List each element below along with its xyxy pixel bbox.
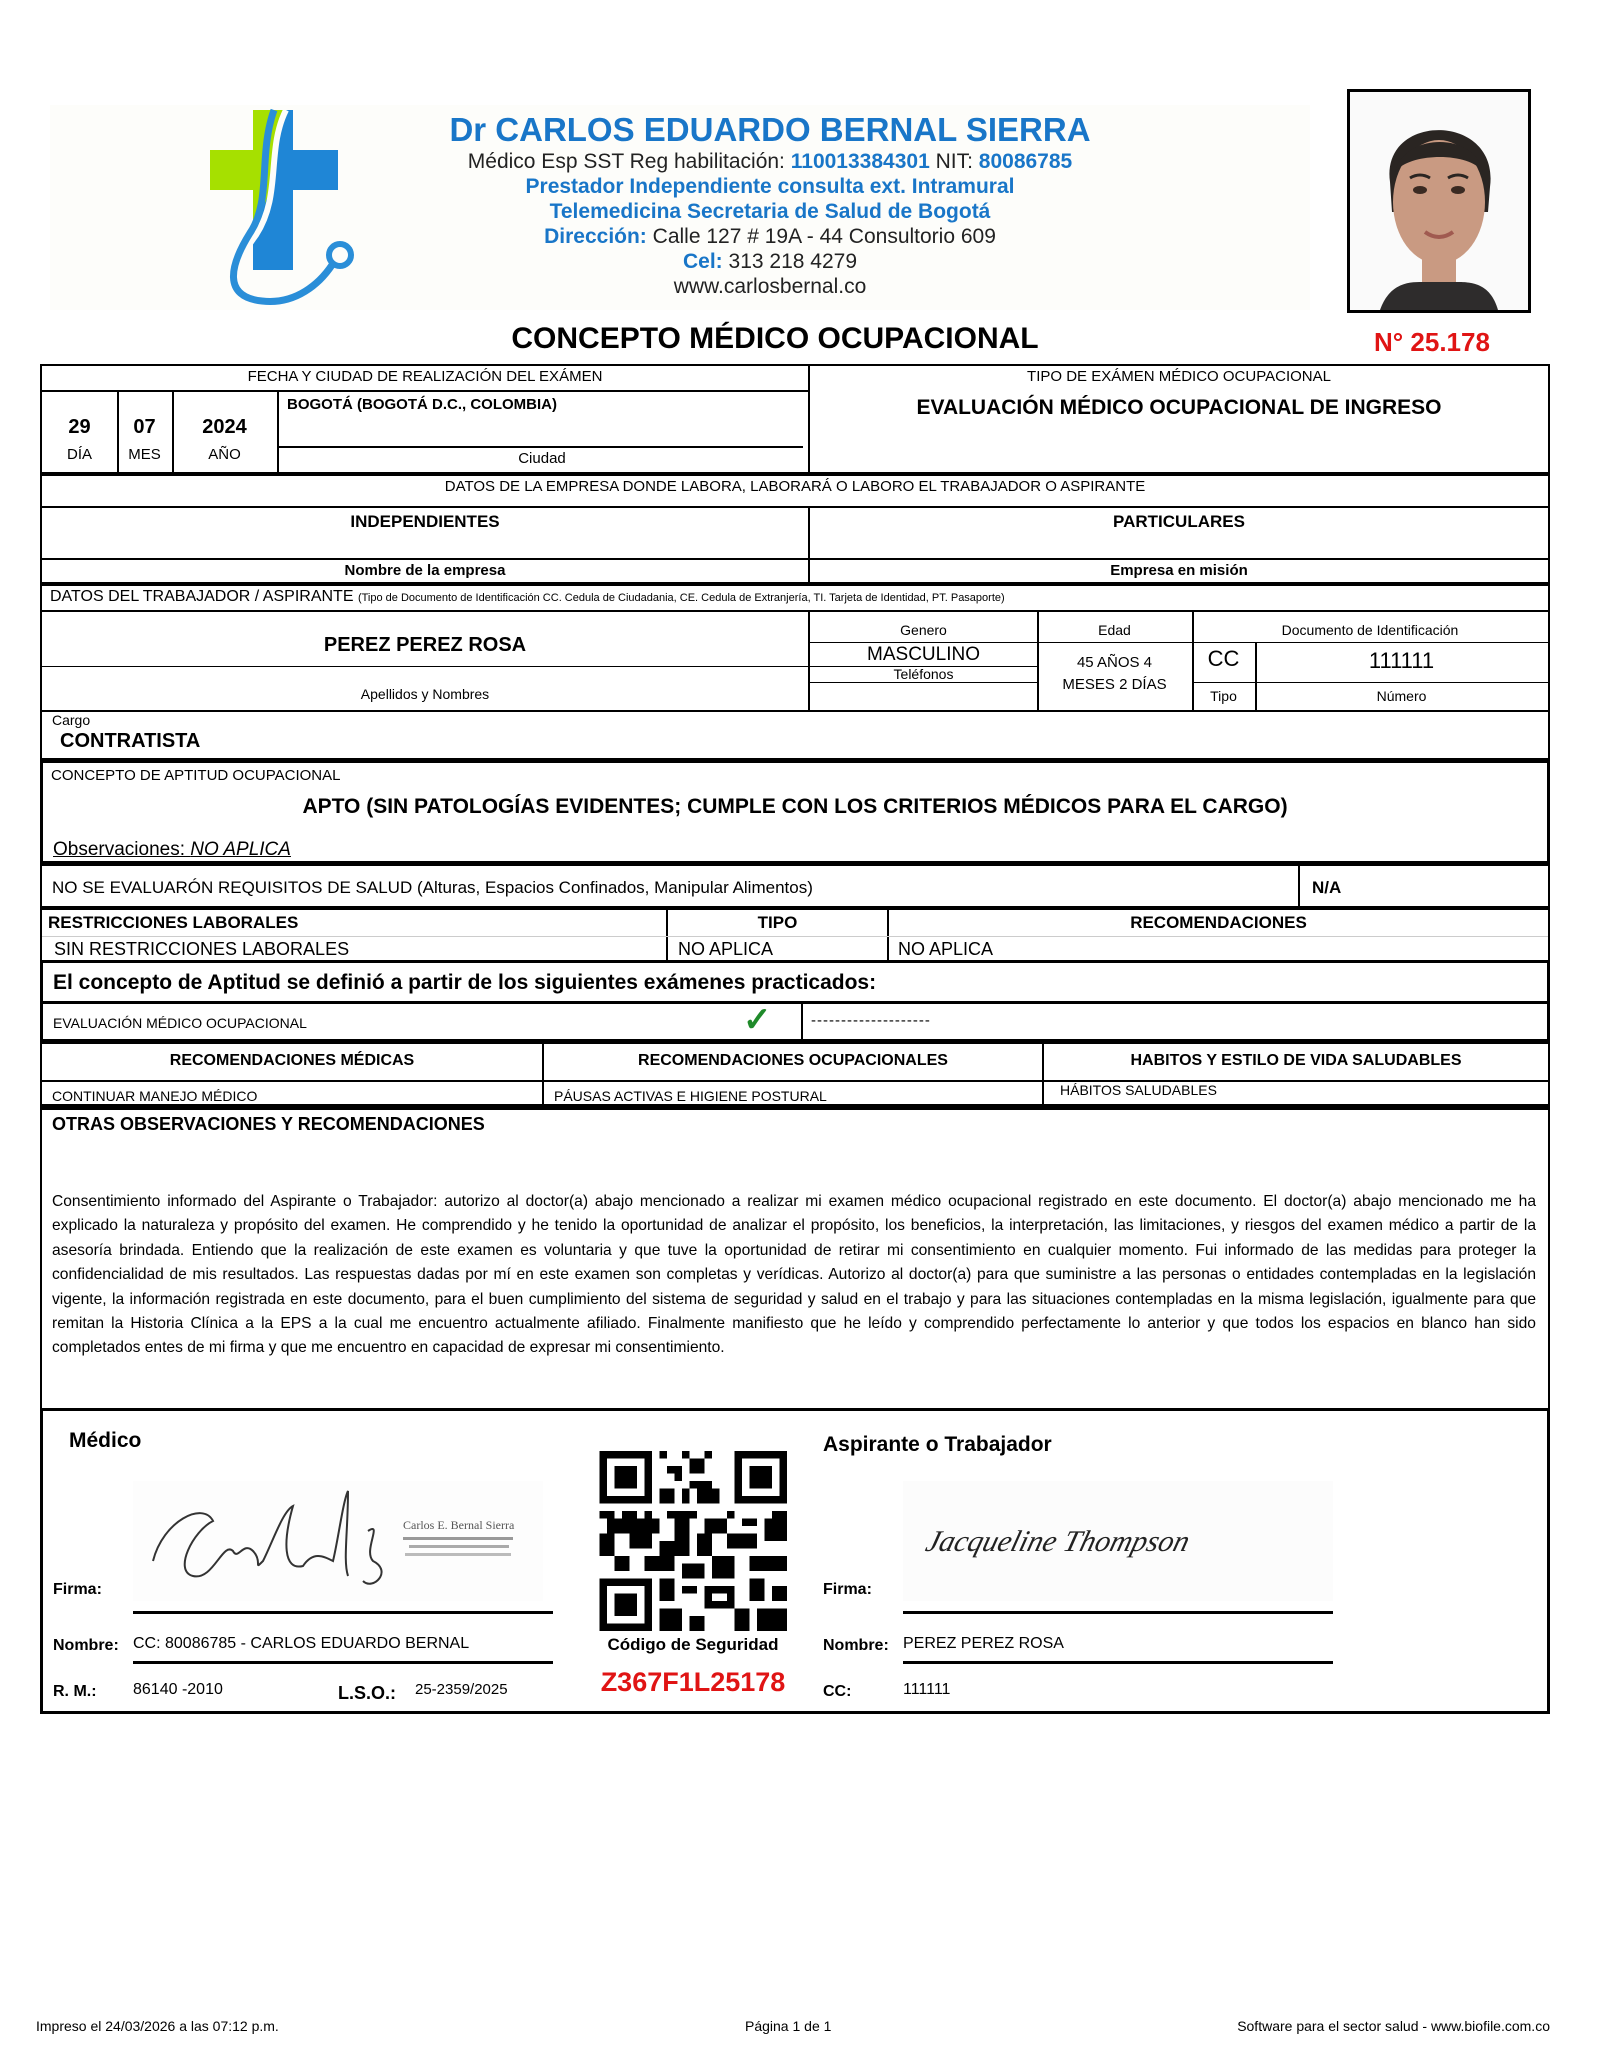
lso-label: L.S.O.: [338,1683,396,1703]
checkmark-icon: ✓ [743,1001,772,1039]
date-section-label: FECHA Y CIUDAD DE REALIZACIÓN DEL EXÁMEN [247,368,603,385]
exam-day: 29 [68,416,91,438]
position-section [40,710,1550,760]
phones-label: Teléfonos [893,666,954,682]
doctor-signature-image [133,1481,543,1601]
software-credit[interactable]: Software para el sector salud - www.biofile.com.co [1237,2018,1550,2034]
type-value: NO APLICA [678,939,774,959]
year-label: AÑO [208,446,241,463]
address-value: Calle 127 # 19A - 44 Consultorio 609 [652,225,996,248]
observations-value: NO APLICA [190,839,291,860]
cel-line [420,249,1120,274]
exam-detail: -------------------- [811,1012,931,1029]
cel-value: 313 218 4279 [728,250,857,273]
aptitude-section [40,760,1550,864]
mission-company-label: Empresa en misión [1110,562,1248,579]
restrictions-table [40,908,1550,962]
telemedicine-line: Telemedicina Secretaria de Salud de Bogotá [549,200,991,223]
printed-timestamp: Impreso el 24/03/2026 a las 07:12 p.m. [36,2018,279,2034]
exams-section-label: El concepto de Aptitud se definió a partir de los siguientes exámenes practicados: [53,971,877,994]
occupational-recommendation-value: PÁUSAS ACTIVAS E HIGIENE POSTURAL [554,1088,827,1104]
gender-value: MASCULINO [867,644,980,665]
worker-signature-heading: Aspirante o Trabajador [823,1433,1052,1456]
age-label: Edad [1098,622,1131,638]
observations [53,839,291,861]
medical-recommendations-header: RECOMENDACIONES MÉDICAS [169,1052,415,1069]
lifestyle-header: HABITOS Y ESTILO DE VIDA SALUDABLES [1130,1052,1462,1069]
worker-nombre-value: PEREZ PEREZ ROSA [903,1635,1064,1652]
day-label: DÍA [66,446,92,463]
health-requirements-label: NO SE EVALUARÓN REQUISITOS DE SALUD (Alturas, Espacios Confinados, Manipular Alimentos) [52,878,813,897]
nit-label: NIT: [935,150,973,173]
signatures-section [40,1408,1550,1714]
document-title: CONCEPTO MÉDICO OCUPACIONAL [511,322,1039,355]
worker-section-label [50,588,1005,606]
doctor-firma-label: Firma: [53,1581,102,1598]
id-label: Documento de Identificación [1281,622,1459,638]
consent-text: Consentimiento informado del Aspirante o Trabajador: autorizo al doctor(a) abajo mencionado a realizar mi examen médico ocupacional registrado en este documento. El doctor(a) abajo mencionado me ha explicado la naturaleza y propósito del examen. He comprendido y he tenido la oportunidad de analizar el propósito, los beneficios, la interpretación, las limitaciones, y riesgos del examen médico a partir de la asesoría brindada. Entiendo que la realización de este examen es voluntaria y que tuve la oportunidad de retirar mi consentimiento en cualquier momento. Fui informado de las medidas para proteger la confidencialidad de mis resultados. Las respuestas dadas por mí en este examen son completas y verídicas. Autorizo al doctor(a) para que suministre a las personas o entidades contempladas en la legislación vigente, la información registrada en este documento, para el buen cumplimiento del sistema de seguridad y salud en el trabajo y para las situaciones contempladas en la misma legislación, igualmente para que remitan la Historia Clínica a la EPS a la cual me encuentro actualmente afiliado. Finalmente manifiesto que he leído y comprendido perfectamente lo anterior y que todos los espacios en blanco han sido completados entes de mi firma y que me encuentro en capacidad de expresar mi consentimiento. [52,1193,1536,1357]
full-name-label: Apellidos y Nombres [360,686,490,702]
other-observations-label: OTRAS OBSERVACIONES Y RECOMENDACIONES [52,1114,485,1134]
restrictions-value: SIN RESTRICCIONES LABORALES [54,939,350,959]
worker-nombre-label: Nombre: [823,1637,889,1654]
security-code-label: Código de Seguridad [607,1635,779,1654]
position-value: CONTRATISTA [60,730,201,752]
independientes-label: INDEPENDIENTES [350,512,500,531]
health-requirements-value: N/A [1312,878,1342,897]
qr-code[interactable] [598,1451,788,1631]
reg-number: 110013384301 [790,150,930,173]
company-section-label: DATOS DE LA EMPRESA DONDE LABORA, LABORARÁ O LABORO EL TRABAJADOR O ASPIRANTE [444,478,1146,495]
svg-text:Carlos E. Bernal Sierra: Carlos E. Bernal Sierra [403,1518,515,1532]
exam-name: EVALUACIÓN MÉDICO OCUPACIONAL [53,1015,307,1031]
doctor-heading: Médico [69,1429,142,1452]
website-link[interactable]: www.carlosbernal.co [673,275,867,298]
cel-label: Cel: [683,250,723,273]
worker-section [40,584,1550,712]
doctor-nombre-label: Nombre: [53,1637,119,1654]
city-label: Ciudad [518,450,566,467]
doctor-nombre-value: CC: 80086785 - CARLOS EDUARDO BERNAL [133,1635,470,1652]
position-label: Cargo [52,712,91,728]
exam-type-value: EVALUACIÓN MÉDICO OCUPACIONAL DE INGRESO [916,396,1442,419]
doctor-name: Dr CARLOS EDUARDO BERNAL SIERRA [449,111,1091,148]
worker-photo [1347,89,1531,313]
address-label: Dirección: [544,225,647,248]
svg-text:Jacqueline Thompson: Jacqueline Thompson [922,1524,1194,1558]
nit-number: 80086785 [978,150,1073,173]
worker-cc-value: 111111 [903,1681,951,1698]
health-requirements-row [40,864,1550,908]
exam-row [40,1001,1550,1042]
date-and-type-section [40,364,1550,474]
worker-signature-icon [903,1481,1333,1601]
letterhead [50,105,1310,310]
qr-code-icon [598,1451,788,1631]
aptitude-value: APTO (SIN PATOLOGÍAS EVIDENTES; CUMPLE CON LOS CRITERIOS MÉDICOS PARA EL CARGO) [302,795,1288,818]
month-label: MES [128,446,161,463]
medical-cross-logo-icon [170,105,360,310]
worker-firma-label: Firma: [823,1581,872,1598]
medical-recommendation-value: CONTINUAR MANEJO MÉDICO [52,1088,258,1104]
id-number: 111111 [1368,648,1435,673]
address-line [420,224,1120,249]
company-name-label: Nombre de la empresa [344,562,506,579]
recommendations-header: RECOMENDACIONES [1130,913,1307,932]
page-indicator: Página 1 de 1 [745,2018,832,2034]
person-portrait-icon [1350,92,1528,310]
worker-section-title: DATOS DEL TRABAJADOR / ASPIRANTE [50,588,354,605]
id-type: CC [1207,646,1240,671]
rm-label: R. M.: [53,1683,97,1700]
particulares-label: PARTICULARES [1113,512,1245,531]
aptitude-label: CONCEPTO DE APTITUD OCUPACIONAL [51,767,341,784]
registration-line [420,149,1120,174]
company-section [40,474,1550,584]
exam-month: 07 [133,416,156,438]
type-header: TIPO [757,913,798,932]
document-number: N° 25.178 [1374,327,1490,357]
occupational-recommendations-header: RECOMENDACIONES OCUPACIONALES [638,1052,948,1069]
recommendations-value: NO APLICA [898,939,994,959]
age-value: 45 AÑOS 4 MESES 2 DÍAS [1062,654,1167,693]
worker-cc-label: CC: [823,1683,852,1700]
exam-year: 2024 [202,416,247,438]
recommendations-table [40,1042,1550,1108]
lifestyle-value: HÁBITOS SALUDABLES [1060,1082,1217,1098]
worker-full-name: PEREZ PEREZ ROSA [323,634,527,656]
security-code: Z367F1L25178 [600,1667,786,1697]
exam-city: BOGOTÁ (BOGOTÁ D.C., COLOMBIA) [287,396,557,413]
reg-label: Médico Esp SST Reg habilitación: [467,150,785,173]
observations-label: Observaciones: [53,839,186,860]
provider-line: Prestador Independiente consulta ext. Intramural [525,175,1015,198]
restrictions-header: RESTRICCIONES LABORALES [48,913,299,932]
id-type-label: Tipo [1210,688,1237,704]
id-number-label: Número [1376,688,1427,704]
worker-section-note: (Tipo de Documento de Identificación CC. Cedula de Ciudadania, CE. Cedula de Extranjería, TI. Tarjeta de Identidad, PT. Pasaporte) [357,592,1005,604]
exam-type-label: TIPO DE EXÁMEN MÉDICO OCUPACIONAL [1027,368,1331,385]
exams-heading-row [40,960,1550,1004]
doctor-signature-icon [133,1481,543,1601]
lso-value: 25-2359/2025 [415,1681,508,1698]
gender-label: Genero [900,622,947,638]
rm-value: 86140 -2010 [133,1681,223,1698]
worker-signature-image [903,1481,1333,1601]
